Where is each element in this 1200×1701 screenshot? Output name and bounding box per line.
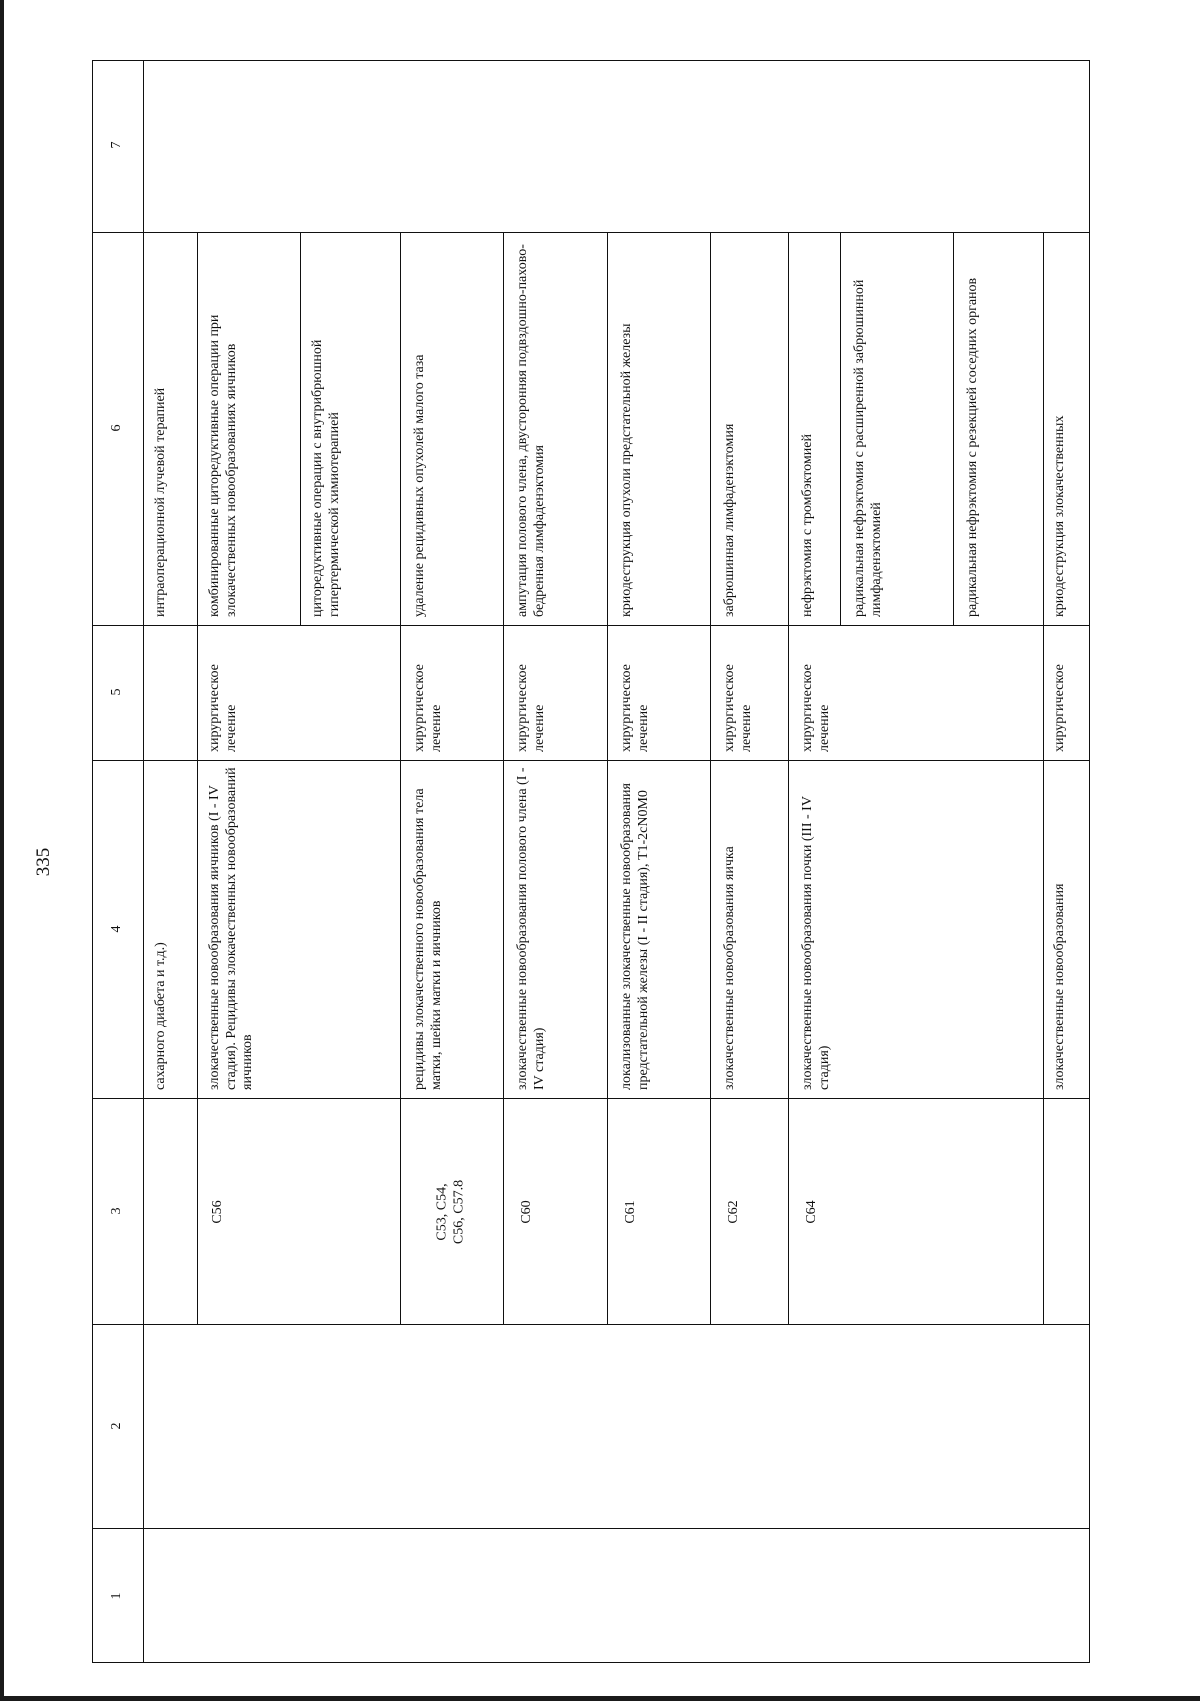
treatment-cell: хирургическое лечение	[619, 664, 651, 752]
code-cell: C53, C54, C56, C57.8	[434, 1179, 466, 1245]
method-cell: комбинированные циторедуктивные операции при злокачественных новообразованиях яичников	[207, 314, 239, 617]
method-cell: радикальная нефрэктомия с расширенной забрюшинной лимфаденэктомией	[852, 279, 884, 617]
method-cell: удаление рецидивных опухолей малого таза	[412, 354, 427, 617]
subrow-separator-c56	[300, 232, 301, 625]
column-number-4: 4	[109, 925, 124, 933]
separator-col3-col2	[92, 1324, 1090, 1325]
treatment-cell: хирургическое лечение	[207, 664, 239, 752]
separator-col4-col3	[92, 1098, 1090, 1099]
separator-col6-col5	[92, 625, 1090, 626]
column-number-5: 5	[109, 688, 124, 696]
scan-edge-bottom	[0, 1696, 1200, 1701]
code-cell: C56	[209, 1200, 225, 1224]
method-cell: ампутация полового члена, двусторонняя подвздошно-пахово-бедренная лимфаденэктомия	[515, 244, 547, 617]
treatment-cell: хирургическое лечение	[722, 664, 754, 752]
row-separator-6	[788, 232, 789, 1324]
header-separator	[143, 60, 144, 1663]
row-separator-2	[400, 232, 401, 1324]
separator-col7-col6	[92, 232, 1090, 233]
condition-cell: локализованные злокачественные новообразования предстательной железы (I - II стадия), T1-2cN0M0	[619, 783, 651, 1090]
treatment-cell: хирургическое лечение	[800, 664, 832, 752]
method-cell: нефрэктомия с тромбэктомией	[800, 434, 815, 617]
scan-edge-left	[0, 0, 4, 1701]
page-number: 335	[33, 847, 54, 877]
condition-cell: рецидивы злокачественного новообразования тела матки, шейки матки и яичников	[412, 788, 444, 1090]
method-cell: интраоперационной лучевой терапией	[153, 387, 168, 617]
separator-col2-col1	[92, 1528, 1090, 1529]
method-cell: криодеструкция злокачественных	[1052, 415, 1067, 617]
treatment-cell: хирургическое	[1052, 664, 1067, 752]
code-cell: C64	[803, 1200, 819, 1224]
row-separator-3	[503, 232, 504, 1324]
column-number-2: 2	[109, 1422, 124, 1430]
row-separator-7	[1043, 232, 1044, 1324]
method-cell: криодеструкция опухоли предстательной железы	[619, 323, 634, 617]
row-separator-5	[710, 232, 711, 1324]
condition-cell: злокачественные новообразования	[1052, 883, 1067, 1090]
code-cell: C62	[725, 1200, 741, 1224]
treatment-cell: хирургическое лечение	[515, 664, 547, 752]
code-cell: C61	[622, 1200, 638, 1224]
condition-cell: злокачественные новообразования полового члена (I - IV стадия)	[515, 767, 547, 1090]
row-separator-4	[607, 232, 608, 1324]
row-separator-1	[197, 232, 198, 1324]
condition-cell: злокачественные новообразования яичников (I - IV стадия). Рецидивы злокачественных новообразований яичников	[207, 767, 255, 1090]
condition-cell: злокачественные новообразования почки (III - IV стадия)	[800, 796, 832, 1090]
column-number-6: 6	[109, 424, 124, 432]
code-cell: C60	[518, 1200, 534, 1224]
treatment-cell: хирургическое лечение	[412, 664, 444, 752]
separator-col5-col4	[92, 760, 1090, 761]
subrow-separator-c64-b	[953, 232, 954, 625]
method-cell: забрюшинная лимфаденэктомия	[722, 423, 737, 617]
condition-cell: злокачественные новообразования яичка	[722, 846, 737, 1090]
column-number-7: 7	[109, 141, 124, 149]
column-number-3: 3	[109, 1207, 124, 1215]
subrow-separator-c64-a	[840, 232, 841, 625]
condition-cell: сахарного диабета и т.д.)	[153, 942, 168, 1090]
method-cell: радикальная нефрэктомия с резекцией соседних органов	[965, 277, 980, 617]
method-cell: циторедуктивные операции с внутрибрюшной гипертермической химиотерапией	[310, 339, 342, 617]
column-number-1: 1	[109, 1592, 124, 1600]
